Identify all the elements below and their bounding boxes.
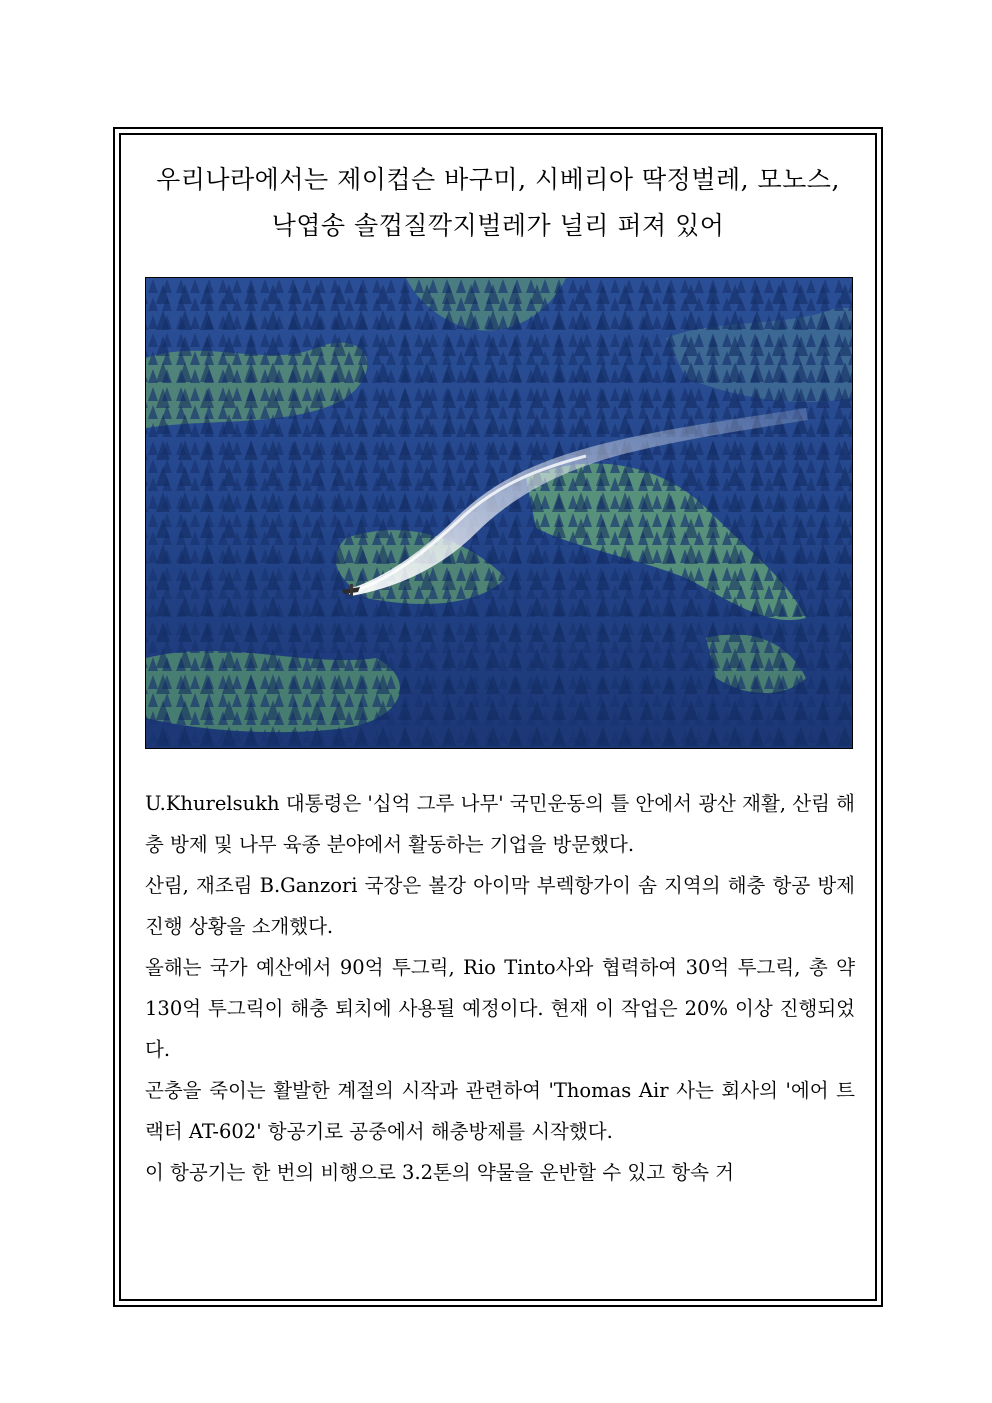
paragraph-4: 곤충을 죽이는 활발한 계절의 시작과 관련하여 'Thomas Air 사는 회사의 '에어 트랙터 AT-602' 항공기로 공중에서 해충방제를 시작했다.: [145, 1079, 855, 1143]
paragraph-1: U.Khurelsukh 대통령은 '십억 그루 나무' 국민운동의 틀 안에서 광산 재활, 산림 해충 방제 및 나무 육종 분야에서 활동하는 기업을 방문했다.: [145, 792, 855, 856]
title-line-2: 낙엽송 솔껍질깍지벌레가 널리 퍼져 있어: [271, 211, 725, 240]
paragraph-5: 이 항공기는 한 번의 비행으로 3.2톤의 약물을 운반할 수 있고 항속 거: [145, 1161, 734, 1184]
article-body: [145, 783, 855, 1193]
paragraph-3: 올해는 국가 예산에서 90억 투그릭, Rio Tinto사와 협력하여 30억 투그릭, 총 약 130억 투그릭이 해충 퇴치에 사용될 예정이다. 현재 이 작업은 20% 이상 진행되었다.: [145, 956, 855, 1061]
photo-illustration: [146, 278, 852, 748]
paragraph-2: 산림, 재조림 B.Ganzori 국장은 볼강 아이막 부렉항가이 솜 지역의 해충 항공 방제 진행 상황을 소개했다.: [145, 874, 855, 938]
title-line-1: 우리나라에서는 제이컵슨 바구미, 시베리아 딱정벌레, 모노스,: [156, 165, 840, 194]
page-inner-border: [119, 133, 877, 1301]
page-outer-border: [113, 127, 883, 1307]
article-title: [121, 157, 875, 249]
aerial-forest-spraying-photo: [145, 277, 853, 749]
